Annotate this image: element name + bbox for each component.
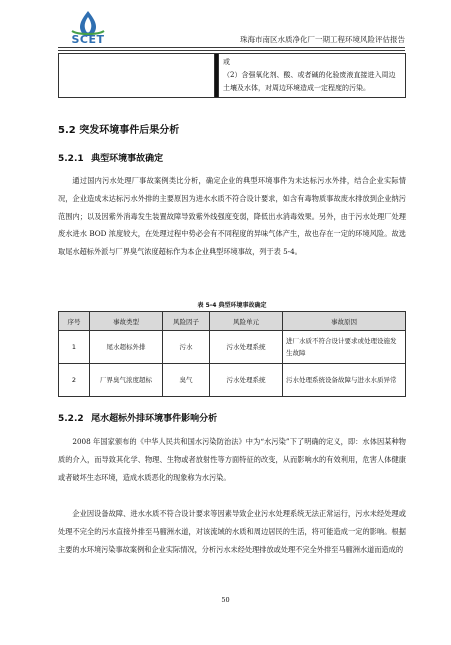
paragraph-impact-analysis: 企业因设备故障、进水水质不符合设计要求等因素导致企业污水处理系统无法正常运行，污水未经处理或处理不完全的污水直接外排至马骝洲水道，对该流域的水质和周边居民的生活，将可能造成一定的影响。根据主要的水环境污染事故案例和企业实际情况，分析污水未经处理排放或处理不完全外排至马骝洲水道而造成的 xyxy=(58,509,406,554)
col-header-risk-factor: 风险因子 xyxy=(163,312,210,331)
table-cell: 尾水超标外排 xyxy=(90,331,163,364)
continued-cell-blank xyxy=(59,54,215,98)
col-header-accident-type: 事故类型 xyxy=(90,312,163,331)
continued-line-2: （2）含强氧化剂、酸、或者碱的化验废液直接进入周边土壤及水体，对周边环境造成一定程度的污染。 xyxy=(223,71,396,92)
subsection-title: 典型环境事故确定 xyxy=(91,154,164,164)
logo-text: SCET xyxy=(71,33,105,46)
table-header-row xyxy=(59,312,406,331)
table-cell: 污水处理系统设备故障与进水水质异常 xyxy=(283,364,406,397)
table-cell: 2 xyxy=(59,364,90,397)
continued-line-1: 或 xyxy=(223,58,230,66)
typical-accident-table xyxy=(58,311,406,397)
subsection-number: 5.2.2 xyxy=(58,414,84,424)
table-row xyxy=(59,364,406,397)
paragraph-accident-selection: 通过国内污水处理厂事故案例类比分析，确定企业的典型环境事件为未达标污水外排，结合企业实际情况，企业造成未达标污水外排的主要原因为进水水质不符合设计要求，如含有毒物质事故废水排放到企业纳污范围内；以及因紫外消毒发生装置故障导致紫外线强度变弱，降低出水消毒效果。另外，由于污水处理厂处理废水进水 BOD 浓度较大，在处理过程中势必会有不同程度的异味气体产生，故也存在一定的环境风险。故选取尾水超标外派与厂界臭气浓度超标作为本企业典型环境事故，列于表 5-4。 xyxy=(58,176,406,257)
table-row xyxy=(59,331,406,364)
continued-table xyxy=(58,53,406,98)
subsection-heading-5-2-1 xyxy=(58,151,163,164)
table-cell: 厂界臭气浓度超标 xyxy=(90,364,163,397)
col-header-risk-unit: 风险单元 xyxy=(210,312,283,331)
paragraph-water-pollution-definition: 2008 年国家颁布的《中华人民共和国水污染防治法》中为“水污染”下了明确的定义，即：水体因某种物质的介入，而导致其化学、物理、生物或者放射性等方面特征的改变，从而影响水的有效利用，危害人体健康或者破坏生态环境，造成水质恶化的现象称为水污染。 xyxy=(58,437,406,482)
col-header-accident-cause: 事故原因 xyxy=(283,312,406,331)
table-cell: 污水 xyxy=(163,331,210,364)
table-cell: 1 xyxy=(59,331,90,364)
subsection-title: 尾水超标外排环境事件影响分析 xyxy=(91,414,218,424)
col-header-index: 序号 xyxy=(59,312,90,331)
table-cell: 臭气 xyxy=(163,364,210,397)
page-number: 50 xyxy=(221,596,230,604)
continued-cell-text xyxy=(219,54,406,98)
table-caption: 表 5-4 典型环境事故确定 xyxy=(197,302,267,309)
section-heading: 5.2 突发环境事件后果分析 xyxy=(58,125,180,136)
table-cell: 污水处理系统 xyxy=(210,364,283,397)
subsection-heading-5-2-2 xyxy=(58,411,217,424)
subsection-number: 5.2.1 xyxy=(58,154,84,164)
header-divider xyxy=(58,47,405,48)
report-header-title: 珠海市南区水质净化厂一期工程环境风险评估报告 xyxy=(240,35,405,44)
header-divider-thin xyxy=(58,50,405,51)
table-cell: 进厂水质不符合设计要求或处理设施发生故障 xyxy=(283,331,406,364)
table-cell: 污水处理系统 xyxy=(210,331,283,364)
